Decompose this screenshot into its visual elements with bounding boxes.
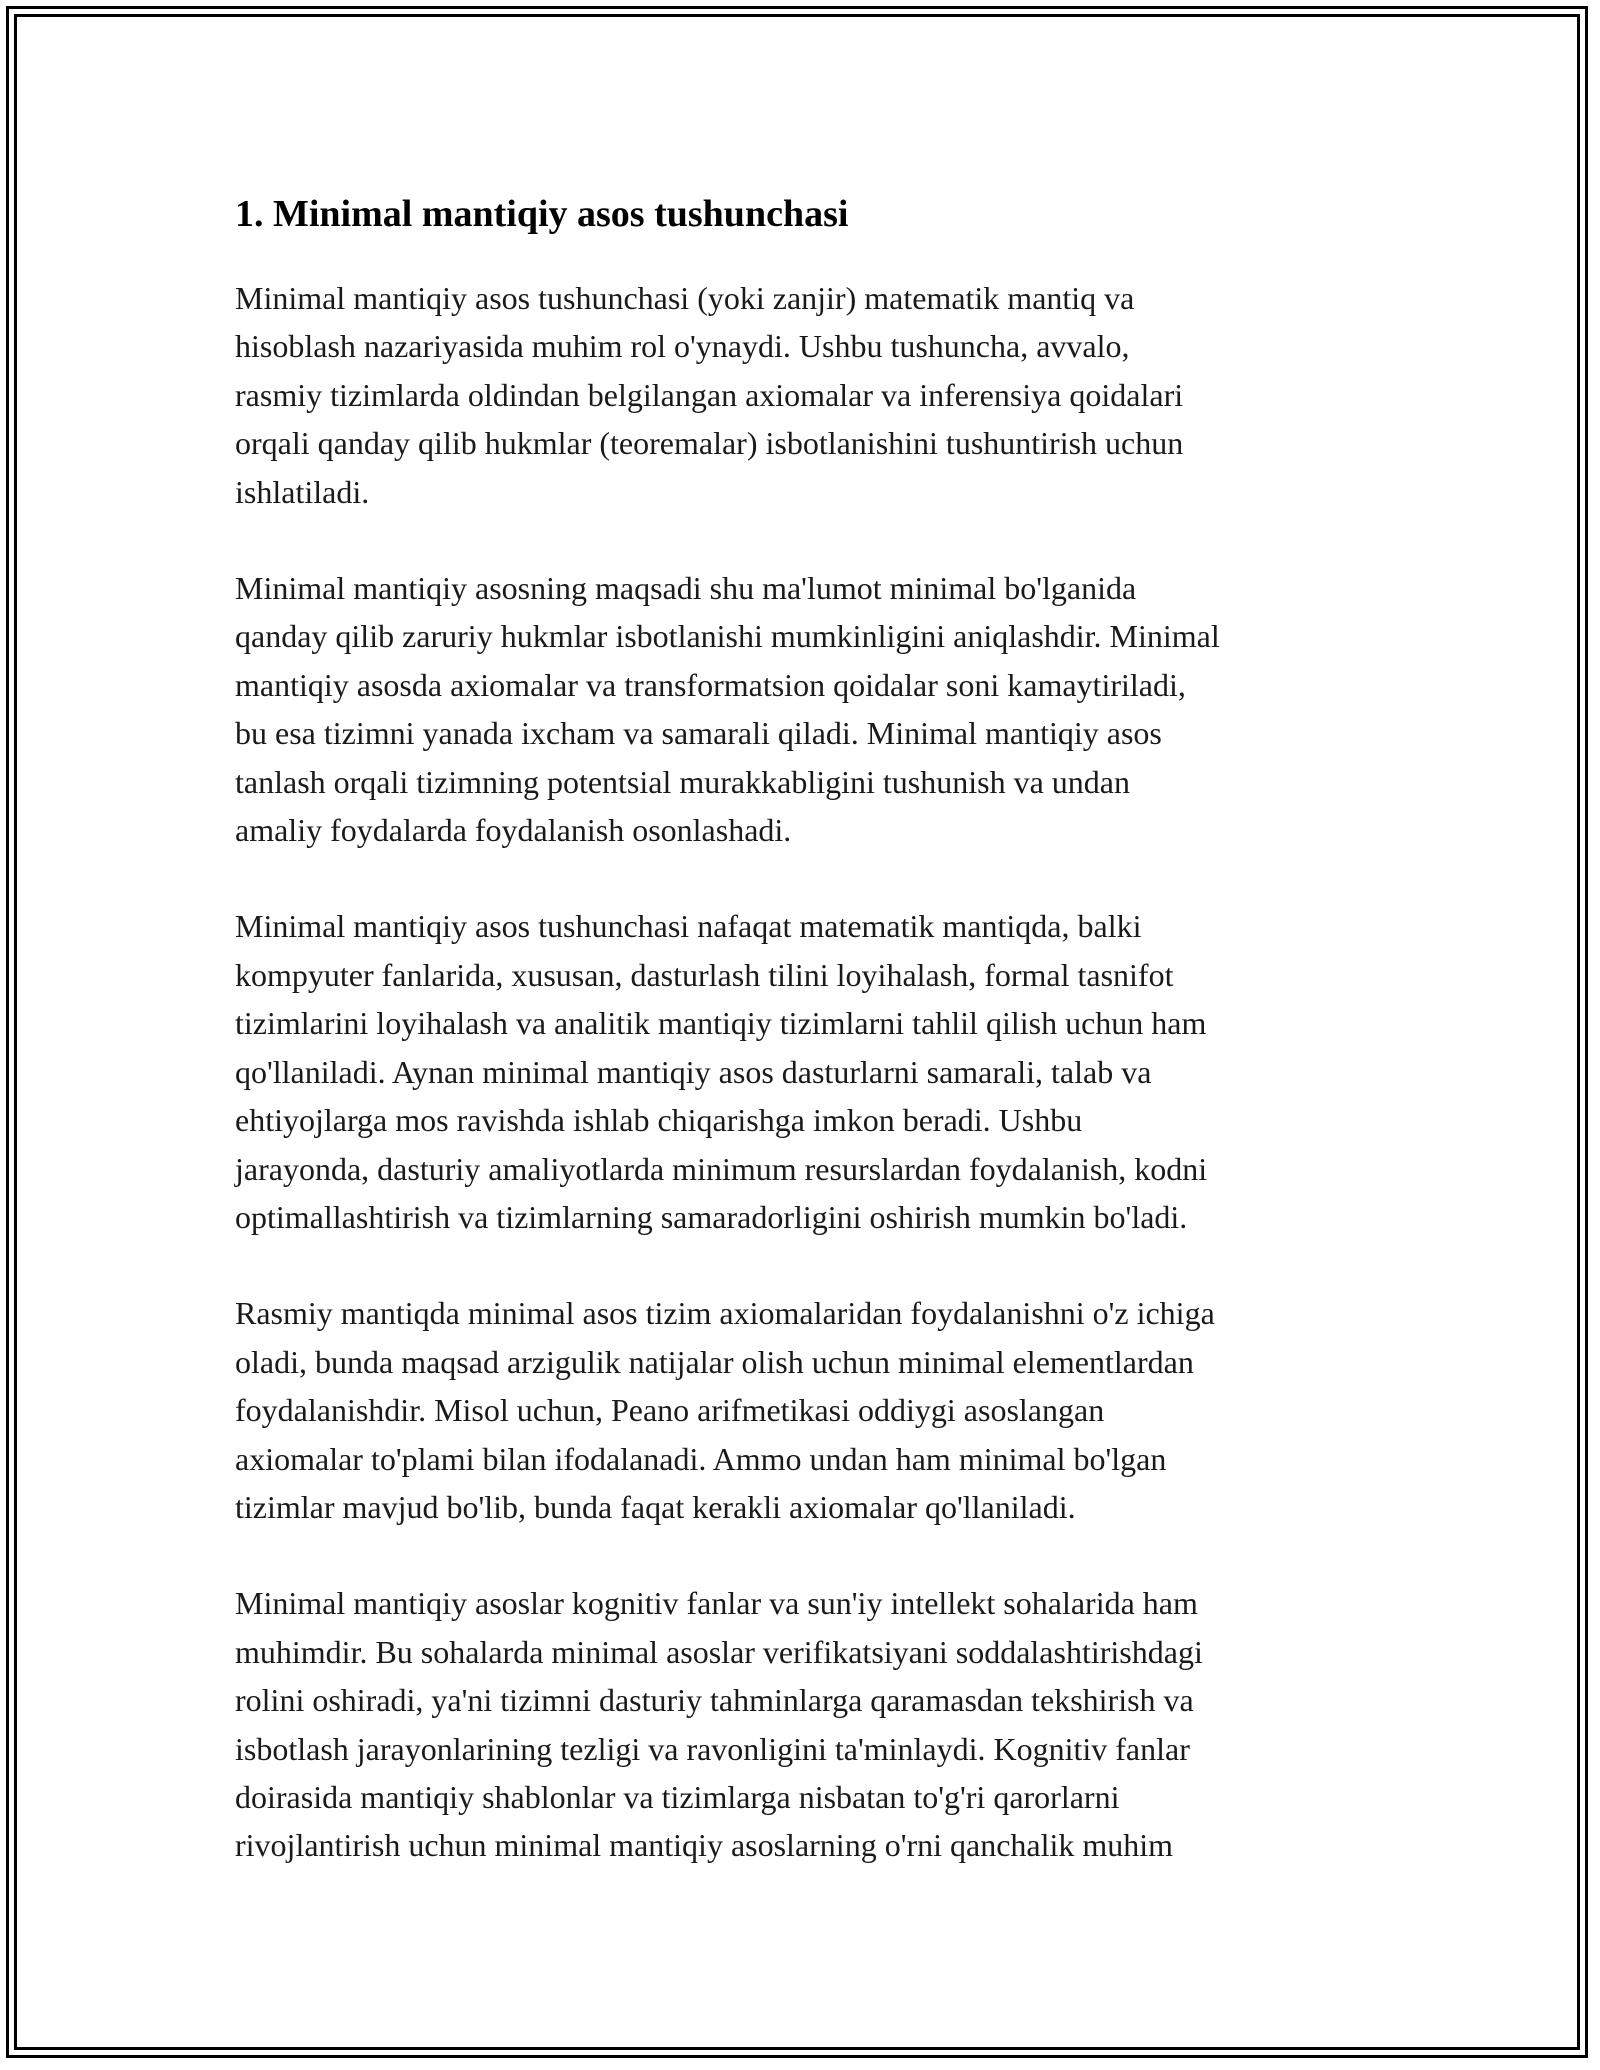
paragraph-4: Rasmiy mantiqda minimal asos tizim axiomalaridan foydalanishni o'z ichiga oladi, bunda maqsad arzigulik natijalar olish uchun minimal elementlardan foydalanishdir. Misol uchun, Peano arifmetikasi oddiygi asoslangan axiomalar to'plami bilan ifodalanadi. Ammo undan ham minimal bo'lgan tizimlar mavjud bo'lib, bunda faqat kerakli axiomalar qo'llaniladi. <box>235 1295 1215 1525</box>
document-body <box>235 186 1375 1918</box>
paragraph-2: Minimal mantiqiy asosning maqsadi shu ma'lumot minimal bo'lganida qanday qilib zaruriy hukmlar isbotlanishi mumkinligini aniqlashdir. Minimal mantiqiy asosda axiomalar va transformatsion qoidalar soni kamaytiriladi, bu esa tizimni yanada ixcham va samarali qiladi. Minimal mantiqiy asos tanlash orqali tizimning potentsial murakkabligini tushunish va undan amaliy foydalarda foydalanish osonlashadi. <box>235 570 1220 849</box>
paragraph-3: Minimal mantiqiy asos tushunchasi nafaqat matematik mantiqda, balki kompyuter fanlarida, xususan, dasturlash tilini loyihalash, formal tasnifot tizimlarini loyihalash va analitik mantiqiy tizimlarni tahlil qilish uchun ham qo'llaniladi. Aynan minimal mantiqiy asos dasturlarni samarali, talab va ehtiyojlarga mos ravishda ishlab chiqarishga imkon beradi. Ushbu jarayonda, dasturiy amaliyotlarda minimum resurslardan foydalanish, kodni optimallashtirish va tizimlarning samaradorligini oshirish mumkin bo'ladi. <box>235 908 1208 1235</box>
paragraph-1: Minimal mantiqiy asos tushunchasi (yoki zanjir) matematik mantiq va hisoblash nazariyasida muhim rol o'ynaydi. Ushbu tushuncha, avvalo, rasmiy tizimlarda oldindan belgilangan axiomalar va inferensiya qoidalari orqali qanday qilib hukmlar (teoremalar) isbotlanishini tushuntirish uchun ishlatiladi. <box>235 280 1184 510</box>
paragraph-5: Minimal mantiqiy asoslar kognitiv fanlar va sun'iy intellekt sohalarida ham muhimdir. Bu sohalarda minimal asoslar verifikatsiyani soddalashtirishdagi rolini oshiradi, ya'ni tizimni dasturiy tahminlarga qaramasdan tekshirish va isbotlash jarayonlarining tezligi va ravonligini ta'minlaydi. Kognitiv fanlar doirasida mantiqiy shablonlar va tizimlarga nisbatan to'g'ri qarorlarni rivojlantirish uchun minimal mantiqiy asoslarning o'rni qanchalik muhim <box>235 1585 1203 1864</box>
section-heading: 1. Minimal mantiqiy asos tushunchasi <box>235 193 849 235</box>
